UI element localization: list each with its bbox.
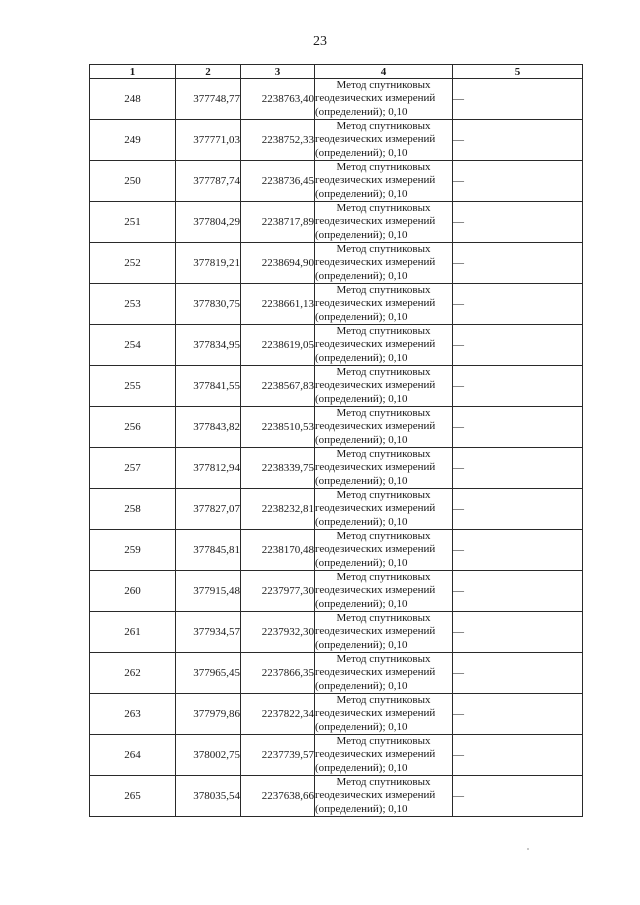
y-coordinate-cell: 2238763,40: [241, 79, 315, 120]
table-row: [90, 694, 583, 735]
y-coordinate-cell: 2238567,83: [241, 366, 315, 407]
method-cell: [315, 530, 453, 571]
point-number-cell: 262: [90, 653, 176, 694]
table-row: [90, 489, 583, 530]
method-cell: [315, 448, 453, 489]
method-text-line: Метод спутниковых: [336, 120, 431, 133]
point-number-cell: 258: [90, 489, 176, 530]
point-number-cell: 248: [90, 79, 176, 120]
x-coordinate-cell: 377934,57: [176, 612, 241, 653]
point-number-cell: 259: [90, 530, 176, 571]
method-text-line: Метод спутниковых: [336, 161, 431, 174]
table-row: [90, 776, 583, 817]
x-coordinate-cell: 377841,55: [176, 366, 241, 407]
method-cell: [315, 735, 453, 776]
column-header: 5: [453, 65, 583, 79]
column-header: 3: [241, 65, 315, 79]
method-text-line: Метод спутниковых: [336, 694, 431, 707]
x-coordinate-cell: 377827,07: [176, 489, 241, 530]
description-cell: —: [453, 653, 583, 694]
description-cell: —: [453, 612, 583, 653]
x-coordinate-cell: 377834,95: [176, 325, 241, 366]
description-cell: —: [453, 571, 583, 612]
table-row: [90, 612, 583, 653]
method-text-line: геодезических измерений: [315, 256, 436, 269]
method-text-line: геодезических измерений: [315, 174, 436, 187]
method-cell: [315, 161, 453, 202]
method-text-line: Метод спутниковых: [336, 735, 431, 748]
description-cell: —: [453, 243, 583, 284]
point-number-cell: 251: [90, 202, 176, 243]
method-cell: [315, 571, 453, 612]
method-text-line: геодезических измерений: [315, 338, 436, 351]
table-row: [90, 407, 583, 448]
table-row: [90, 448, 583, 489]
method-text-line: геодезических измерений: [315, 543, 436, 556]
column-header: 2: [176, 65, 241, 79]
y-coordinate-cell: 2238661,13: [241, 284, 315, 325]
point-number-cell: 263: [90, 694, 176, 735]
method-cell: [315, 243, 453, 284]
y-coordinate-cell: 2238619,05: [241, 325, 315, 366]
x-coordinate-cell: 377965,45: [176, 653, 241, 694]
description-cell: —: [453, 694, 583, 735]
scan-speck: [527, 848, 529, 850]
method-text-line: геодезических измерений: [315, 666, 436, 679]
method-text-line: Метод спутниковых: [336, 243, 431, 256]
method-cell: [315, 694, 453, 735]
method-cell: [315, 407, 453, 448]
method-text-line: (определений); 0,10: [315, 597, 408, 610]
description-cell: —: [453, 79, 583, 120]
description-cell: —: [453, 284, 583, 325]
method-cell: [315, 325, 453, 366]
table-row: [90, 161, 583, 202]
method-text-line: (определений); 0,10: [315, 351, 408, 364]
description-cell: —: [453, 120, 583, 161]
point-number-cell: 254: [90, 325, 176, 366]
table-row: [90, 243, 583, 284]
method-text-line: (определений); 0,10: [315, 638, 408, 651]
method-cell: [315, 612, 453, 653]
method-text-line: геодезических измерений: [315, 420, 436, 433]
method-text-line: Метод спутниковых: [336, 776, 431, 789]
method-text-line: Метод спутниковых: [336, 530, 431, 543]
page-number: 23: [313, 34, 327, 49]
method-cell: [315, 776, 453, 817]
y-coordinate-cell: 2238510,53: [241, 407, 315, 448]
point-number-cell: 250: [90, 161, 176, 202]
method-text-line: (определений); 0,10: [315, 392, 408, 405]
method-text-line: (определений); 0,10: [315, 720, 408, 733]
method-cell: [315, 79, 453, 120]
table-header-row: [90, 65, 583, 79]
method-cell: [315, 653, 453, 694]
y-coordinate-cell: 2238232,81: [241, 489, 315, 530]
method-text-line: геодезических измерений: [315, 502, 436, 515]
x-coordinate-cell: 377771,03: [176, 120, 241, 161]
x-coordinate-cell: 378002,75: [176, 735, 241, 776]
table-row: [90, 530, 583, 571]
method-text-line: Метод спутниковых: [336, 489, 431, 502]
x-coordinate-cell: 377812,94: [176, 448, 241, 489]
description-cell: —: [453, 202, 583, 243]
table-row: [90, 79, 583, 120]
method-text-line: Метод спутниковых: [336, 448, 431, 461]
description-cell: —: [453, 407, 583, 448]
description-cell: —: [453, 161, 583, 202]
x-coordinate-cell: 377804,29: [176, 202, 241, 243]
method-text-line: (определений); 0,10: [315, 187, 408, 200]
point-number-cell: 265: [90, 776, 176, 817]
description-cell: —: [453, 735, 583, 776]
method-text-line: (определений); 0,10: [315, 761, 408, 774]
y-coordinate-cell: 2237866,35: [241, 653, 315, 694]
y-coordinate-cell: 2238170,48: [241, 530, 315, 571]
column-header: 4: [315, 65, 453, 79]
y-coordinate-cell: 2237822,34: [241, 694, 315, 735]
method-text-line: геодезических измерений: [315, 379, 436, 392]
description-cell: —: [453, 489, 583, 530]
x-coordinate-cell: 377979,86: [176, 694, 241, 735]
y-coordinate-cell: 2238717,89: [241, 202, 315, 243]
method-cell: [315, 202, 453, 243]
y-coordinate-cell: 2237977,30: [241, 571, 315, 612]
method-text-line: геодезических измерений: [315, 133, 436, 146]
method-text-line: геодезических измерений: [315, 215, 436, 228]
point-number-cell: 264: [90, 735, 176, 776]
method-text-line: (определений); 0,10: [315, 269, 408, 282]
method-cell: [315, 284, 453, 325]
method-text-line: (определений); 0,10: [315, 474, 408, 487]
method-text-line: геодезических измерений: [315, 584, 436, 597]
method-text-line: Метод спутниковых: [336, 325, 431, 338]
x-coordinate-cell: 377819,21: [176, 243, 241, 284]
y-coordinate-cell: 2237739,57: [241, 735, 315, 776]
method-text-line: (определений); 0,10: [315, 679, 408, 692]
method-text-line: Метод спутниковых: [336, 202, 431, 215]
description-cell: —: [453, 448, 583, 489]
table-row: [90, 325, 583, 366]
y-coordinate-cell: 2238736,45: [241, 161, 315, 202]
method-text-line: (определений); 0,10: [315, 515, 408, 528]
method-text-line: геодезических измерений: [315, 461, 436, 474]
method-text-line: Метод спутниковых: [336, 79, 431, 92]
method-cell: [315, 366, 453, 407]
method-cell: [315, 489, 453, 530]
method-text-line: Метод спутниковых: [336, 571, 431, 584]
method-text-line: Метод спутниковых: [336, 653, 431, 666]
method-text-line: (определений); 0,10: [315, 802, 408, 815]
method-text-line: геодезических измерений: [315, 92, 436, 105]
x-coordinate-cell: 377787,74: [176, 161, 241, 202]
description-cell: —: [453, 776, 583, 817]
method-text-line: геодезических измерений: [315, 707, 436, 720]
coordinates-table: [89, 64, 583, 817]
point-number-cell: 256: [90, 407, 176, 448]
description-cell: —: [453, 530, 583, 571]
description-cell: —: [453, 366, 583, 407]
method-text-line: (определений); 0,10: [315, 105, 408, 118]
point-number-cell: 253: [90, 284, 176, 325]
table-row: [90, 571, 583, 612]
y-coordinate-cell: 2238339,75: [241, 448, 315, 489]
table-row: [90, 653, 583, 694]
method-text-line: (определений); 0,10: [315, 433, 408, 446]
table-row: [90, 284, 583, 325]
x-coordinate-cell: 377915,48: [176, 571, 241, 612]
method-text-line: (определений); 0,10: [315, 228, 408, 241]
table-body: [90, 79, 583, 817]
description-cell: —: [453, 325, 583, 366]
table-row: [90, 120, 583, 161]
point-number-cell: 249: [90, 120, 176, 161]
method-text-line: геодезических измерений: [315, 748, 436, 761]
x-coordinate-cell: 377830,75: [176, 284, 241, 325]
method-text-line: геодезических измерений: [315, 297, 436, 310]
point-number-cell: 257: [90, 448, 176, 489]
point-number-cell: 261: [90, 612, 176, 653]
x-coordinate-cell: 377843,82: [176, 407, 241, 448]
table-row: [90, 202, 583, 243]
point-number-cell: 252: [90, 243, 176, 284]
x-coordinate-cell: 377845,81: [176, 530, 241, 571]
y-coordinate-cell: 2237932,30: [241, 612, 315, 653]
method-text-line: Метод спутниковых: [336, 366, 431, 379]
method-text-line: геодезических измерений: [315, 625, 436, 638]
method-cell: [315, 120, 453, 161]
method-text-line: Метод спутниковых: [336, 407, 431, 420]
y-coordinate-cell: 2238694,90: [241, 243, 315, 284]
x-coordinate-cell: 378035,54: [176, 776, 241, 817]
y-coordinate-cell: 2238752,33: [241, 120, 315, 161]
column-header: 1: [90, 65, 176, 79]
x-coordinate-cell: 377748,77: [176, 79, 241, 120]
method-text-line: Метод спутниковых: [336, 284, 431, 297]
method-text-line: (определений); 0,10: [315, 310, 408, 323]
table-row: [90, 735, 583, 776]
y-coordinate-cell: 2237638,66: [241, 776, 315, 817]
method-text-line: (определений); 0,10: [315, 146, 408, 159]
point-number-cell: 260: [90, 571, 176, 612]
method-text-line: (определений); 0,10: [315, 556, 408, 569]
table-row: [90, 366, 583, 407]
method-text-line: Метод спутниковых: [336, 612, 431, 625]
point-number-cell: 255: [90, 366, 176, 407]
method-text-line: геодезических измерений: [315, 789, 436, 802]
